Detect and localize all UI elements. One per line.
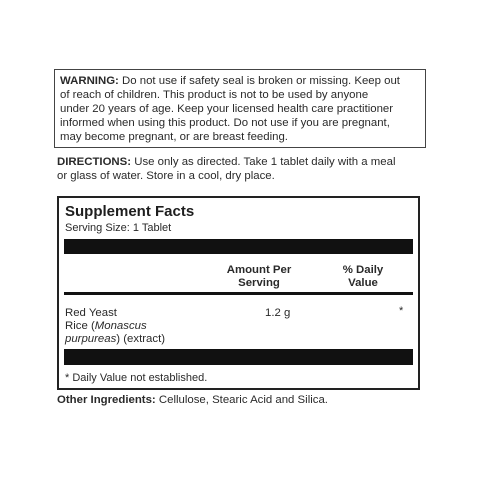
serving-size: Serving Size: 1 Tablet [65,222,172,234]
warning-line-1: WARNING: Do not use if safety seal is broken or missing. Keep out [60,75,400,87]
warning-line-2: of reach of children. This product is not to be used by anyone [60,89,369,101]
directions-line-2: or glass of water. Store in a cool, dry place. [57,170,275,182]
divider-bar-bottom [64,349,413,365]
directions [57,155,427,183]
ingredient-name: Red Yeast Rice (Monascus purpureas) (extract) [65,307,166,345]
directions-label: DIRECTIONS: [57,156,132,168]
warning-line-5: may become pregnant, or are breast feeding. [60,131,288,143]
daily-value-header: % Daily Value [342,264,384,289]
other-ingredients-text: Cellulose, Stearic Acid and Silica. [155,394,328,406]
divider-bar-top [64,239,413,254]
other-ingredients [57,393,328,407]
daily-value-footnote: * Daily Value not established. [65,372,208,384]
warning-label: WARNING: [60,75,119,87]
warning-line-3: under 20 years of age. Keep your licensed health care practitioner [60,103,394,115]
supplement-facts-title: Supplement Facts [65,203,195,220]
ingredient-daily-value: * [399,305,404,317]
divider-bar-middle [64,292,413,295]
warning-line-4: informed when using this product. Do not use if you are pregnant, [60,117,390,129]
warning-box [54,69,426,148]
ingredient-amount: 1.2 g [265,307,291,319]
amount-per-serving-header: Amount Per Serving [226,264,292,289]
supplement-facts-panel [57,196,420,390]
other-ingredients-label: Other Ingredients: [57,394,156,406]
directions-line-1: DIRECTIONS: Use only as directed. Take 1 tablet daily with a meal [57,156,396,168]
